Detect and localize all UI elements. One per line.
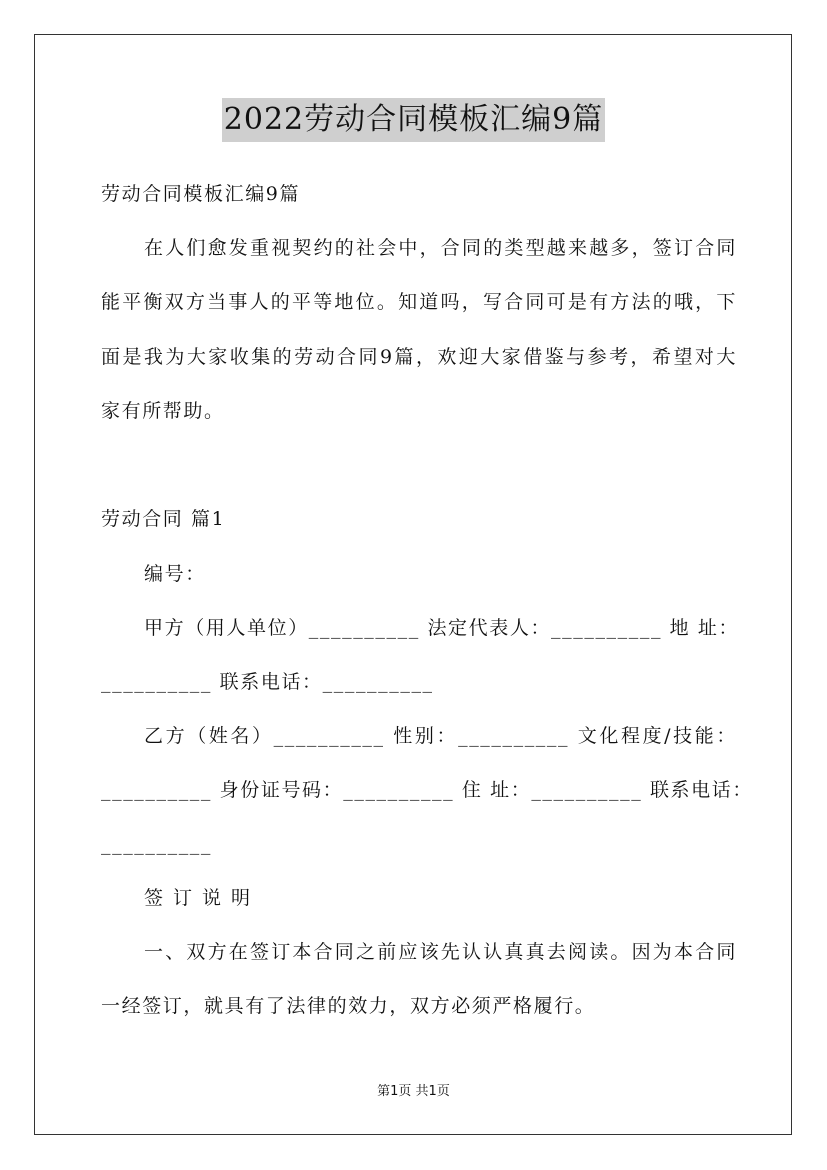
intro-line-1: 在人们愈发重视契约的社会中，合同的类型越来越多，签订合同 xyxy=(144,237,737,259)
page-footer: 第1页 共1页 xyxy=(377,1084,450,1099)
signing-heading: 签订说明 xyxy=(144,887,261,909)
party-b-line-2: __________ 身份证号码：__________ 住 址：__________ 联系电话： xyxy=(101,779,753,801)
clause-1-line-2: 一经签订，就具有了法律的效力，双方必须严格履行。 xyxy=(101,995,596,1017)
intro-line-4: 家有所帮助。 xyxy=(101,400,225,422)
intro-line-2: 能平衡双方当事人的平等地位。知道吗，写合同可是有方法的哦，下 xyxy=(101,291,737,313)
party-b-line-3: __________ xyxy=(101,833,212,855)
section-heading: 劳动合同 篇1 xyxy=(101,508,226,530)
intro-line-3: 面是我为大家收集的劳动合同9篇，欢迎大家借鉴与参考，希望对大 xyxy=(101,346,737,368)
title-container xyxy=(0,98,827,142)
party-a-line-1: 甲方（用人单位）__________ 法定代表人：__________ 地 址： xyxy=(144,617,740,639)
document-subtitle: 劳动合同模板汇编9篇 xyxy=(101,183,301,205)
contract-number-label: 编号： xyxy=(144,563,206,585)
party-a-line-2: __________ 联系电话：__________ xyxy=(101,671,434,693)
clause-1-line-1: 一、双方在签订本合同之前应该先认认真真去阅读。因为本合同 xyxy=(144,941,737,963)
document-title: 2022劳动合同模板汇编9篇 xyxy=(222,98,605,142)
party-b-line-1: 乙方（姓名）__________ 性别：__________ 文化程度/技能： xyxy=(144,725,737,747)
